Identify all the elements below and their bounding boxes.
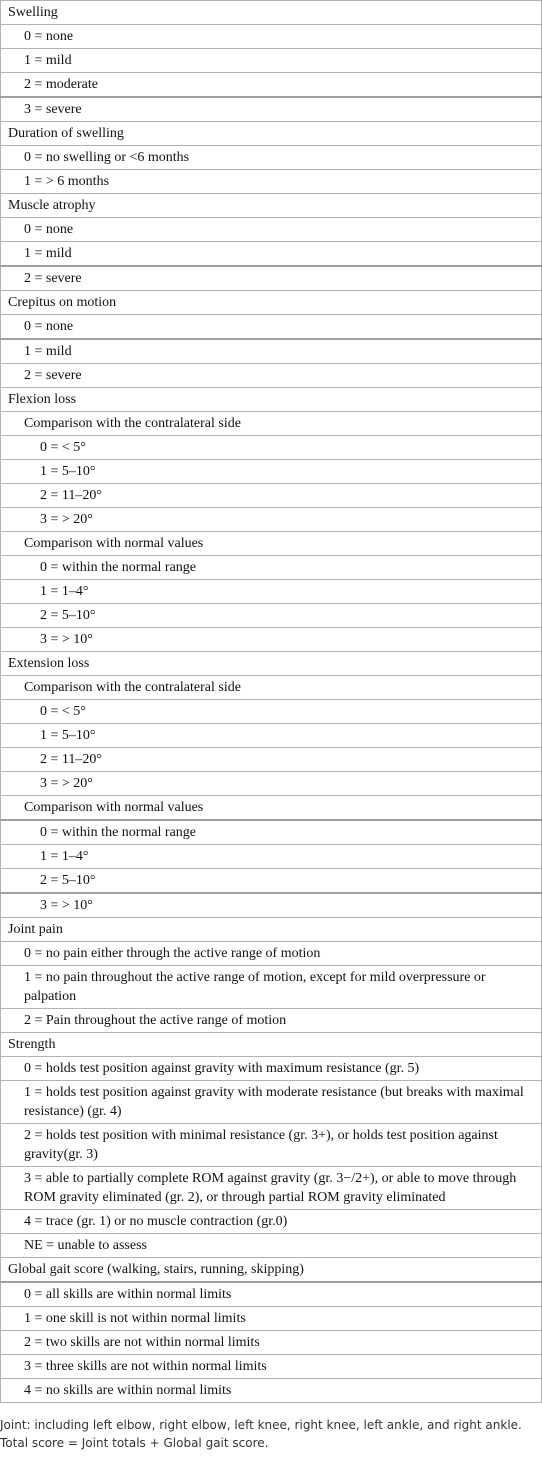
table-row bbox=[1, 1282, 542, 1307]
table-row bbox=[1, 796, 542, 821]
table-row bbox=[1, 436, 542, 460]
subitem-label: 0 = within the normal range bbox=[1, 820, 542, 845]
table-row bbox=[1, 1355, 542, 1379]
table-row bbox=[1, 25, 542, 49]
category-label: Joint pain bbox=[1, 918, 542, 942]
subitem-label: 3 = > 20° bbox=[1, 508, 542, 532]
table-row-heading bbox=[1, 388, 542, 412]
subitem-label: 1 = 1–4° bbox=[1, 845, 542, 869]
table-row bbox=[1, 1081, 542, 1124]
item-label: 2 = two skills are not within normal limits bbox=[1, 1331, 542, 1355]
table-row bbox=[1, 97, 542, 122]
category-label: Crepitus on motion bbox=[1, 291, 542, 315]
category-label: Swelling bbox=[1, 1, 542, 25]
table-row bbox=[1, 604, 542, 628]
category-label: Muscle atrophy bbox=[1, 194, 542, 218]
table-row bbox=[1, 1057, 542, 1081]
table-row bbox=[1, 676, 542, 700]
category-label: Duration of swelling bbox=[1, 122, 542, 146]
table-row bbox=[1, 748, 542, 772]
table-row bbox=[1, 772, 542, 796]
table-row bbox=[1, 218, 542, 242]
table-row-heading bbox=[1, 1, 542, 25]
table-row bbox=[1, 532, 542, 556]
table-row bbox=[1, 869, 542, 894]
item-label: 3 = able to partially complete ROM against gravity (gr. 3−/2+), or able to move through ROM gravity eliminated (gr. 2), or through partial ROM gravity eliminated bbox=[1, 1167, 542, 1210]
item-label: Comparison with normal values bbox=[1, 532, 542, 556]
table-row bbox=[1, 580, 542, 604]
item-label: NE = unable to assess bbox=[1, 1234, 542, 1258]
table-row bbox=[1, 1331, 542, 1355]
item-label: 4 = trace (gr. 1) or no muscle contraction (gr.0) bbox=[1, 1210, 542, 1234]
subitem-label: 0 = < 5° bbox=[1, 436, 542, 460]
table-row bbox=[1, 508, 542, 532]
category-label: Extension loss bbox=[1, 652, 542, 676]
item-label: 2 = moderate bbox=[1, 73, 542, 98]
table-row bbox=[1, 266, 542, 291]
table-row bbox=[1, 412, 542, 436]
table-row bbox=[1, 845, 542, 869]
subitem-label: 0 = < 5° bbox=[1, 700, 542, 724]
table-row bbox=[1, 1379, 542, 1403]
table-row-heading bbox=[1, 1033, 542, 1057]
item-label: 1 = > 6 months bbox=[1, 170, 542, 194]
table-row bbox=[1, 628, 542, 652]
table-row bbox=[1, 73, 542, 98]
table-footnotes bbox=[0, 1416, 540, 1452]
table-row bbox=[1, 1009, 542, 1033]
table-row bbox=[1, 724, 542, 748]
item-label: Comparison with normal values bbox=[1, 796, 542, 821]
category-label: Strength bbox=[1, 1033, 542, 1057]
table-row bbox=[1, 339, 542, 364]
subitem-label: 2 = 5–10° bbox=[1, 869, 542, 894]
item-label: 1 = one skill is not within normal limits bbox=[1, 1307, 542, 1331]
table-row bbox=[1, 49, 542, 73]
item-label: 0 = none bbox=[1, 315, 542, 340]
table-row bbox=[1, 942, 542, 966]
item-label: 0 = none bbox=[1, 25, 542, 49]
item-label: 0 = none bbox=[1, 218, 542, 242]
table-row bbox=[1, 484, 542, 508]
subitem-label: 3 = > 10° bbox=[1, 893, 542, 918]
item-label: Comparison with the contralateral side bbox=[1, 676, 542, 700]
subitem-label: 2 = 11–20° bbox=[1, 748, 542, 772]
table-row bbox=[1, 700, 542, 724]
subitem-label: 1 = 1–4° bbox=[1, 580, 542, 604]
subitem-label: 3 = > 10° bbox=[1, 628, 542, 652]
footnote-joint: Joint: including left elbow, right elbow, left knee, right knee, left ankle, and right ankle. bbox=[0, 1418, 522, 1432]
item-label: 2 = Pain throughout the active range of motion bbox=[1, 1009, 542, 1033]
table-row bbox=[1, 1210, 542, 1234]
item-label: 0 = no swelling or <6 months bbox=[1, 146, 542, 170]
table-row bbox=[1, 460, 542, 484]
subitem-label: 1 = 5–10° bbox=[1, 460, 542, 484]
item-label: 0 = no pain either through the active range of motion bbox=[1, 942, 542, 966]
item-label: 2 = severe bbox=[1, 266, 542, 291]
table-row bbox=[1, 820, 542, 845]
category-label: Flexion loss bbox=[1, 388, 542, 412]
table-row-heading bbox=[1, 918, 542, 942]
subitem-label: 2 = 11–20° bbox=[1, 484, 542, 508]
footnote-total: Total score = Joint totals + Global gait score. bbox=[0, 1436, 269, 1450]
item-label: 1 = mild bbox=[1, 49, 542, 73]
item-label: 1 = mild bbox=[1, 339, 542, 364]
item-label: Comparison with the contralateral side bbox=[1, 412, 542, 436]
subitem-label: 1 = 5–10° bbox=[1, 724, 542, 748]
score-table-body bbox=[1, 1, 542, 1403]
subitem-label: 0 = within the normal range bbox=[1, 556, 542, 580]
table-row-heading bbox=[1, 1258, 542, 1283]
table-row-heading bbox=[1, 291, 542, 315]
item-label: 1 = holds test position against gravity with moderate resistance (but breaks with maximal resistance) (gr. 4) bbox=[1, 1081, 542, 1124]
item-label: 1 = mild bbox=[1, 242, 542, 267]
table-row bbox=[1, 170, 542, 194]
subitem-label: 2 = 5–10° bbox=[1, 604, 542, 628]
table-row bbox=[1, 242, 542, 267]
table-row bbox=[1, 1124, 542, 1167]
table-row bbox=[1, 966, 542, 1009]
item-label: 4 = no skills are within normal limits bbox=[1, 1379, 542, 1403]
table-row bbox=[1, 146, 542, 170]
item-label: 2 = holds test position with minimal resistance (gr. 3+), or holds test position against gravity(gr. 3) bbox=[1, 1124, 542, 1167]
subitem-label: 3 = > 20° bbox=[1, 772, 542, 796]
table-row bbox=[1, 364, 542, 388]
item-label: 3 = three skills are not within normal limits bbox=[1, 1355, 542, 1379]
item-label: 2 = severe bbox=[1, 364, 542, 388]
table-row-heading bbox=[1, 194, 542, 218]
table-row bbox=[1, 1234, 542, 1258]
table-row bbox=[1, 1307, 542, 1331]
table-row bbox=[1, 315, 542, 340]
table-row bbox=[1, 893, 542, 918]
table-row bbox=[1, 1167, 542, 1210]
table-row-heading bbox=[1, 652, 542, 676]
table-row-heading bbox=[1, 122, 542, 146]
item-label: 0 = holds test position against gravity with maximum resistance (gr. 5) bbox=[1, 1057, 542, 1081]
item-label: 1 = no pain throughout the active range of motion, except for mild overpressure or palpation bbox=[1, 966, 542, 1009]
table-row bbox=[1, 556, 542, 580]
category-label: Global gait score (walking, stairs, running, skipping) bbox=[1, 1258, 542, 1283]
item-label: 0 = all skills are within normal limits bbox=[1, 1282, 542, 1307]
item-label: 3 = severe bbox=[1, 97, 542, 122]
